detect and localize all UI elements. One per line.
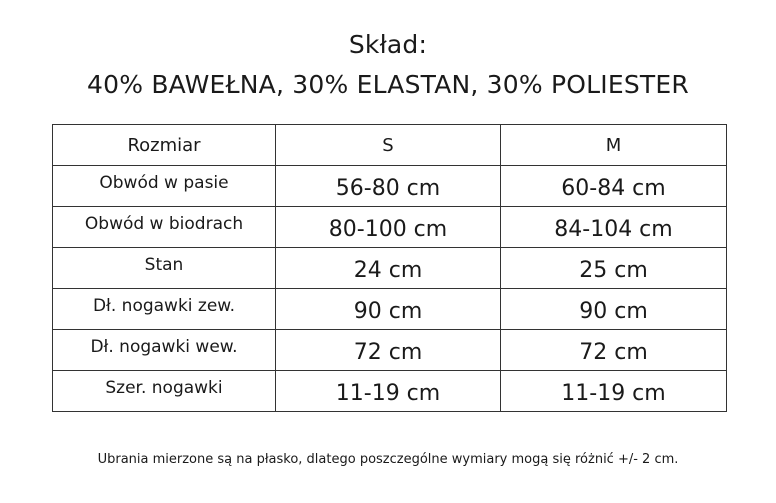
row-label-cell — [53, 330, 276, 371]
value-cell-s — [276, 289, 501, 330]
row-label-cell — [53, 248, 276, 289]
measurement-footnote: Ubrania mierzone są na płasko, dlatego poszczególne wymiary mogą się różnić +/- 2 cm. — [97, 452, 679, 467]
row-label-cell — [53, 166, 276, 207]
row-label: Obwód w pasie — [99, 173, 229, 193]
row-label: Stan — [144, 255, 184, 275]
value-cell-s — [276, 248, 501, 289]
value-m: 25 cm — [579, 257, 648, 283]
header-size-m: M — [501, 125, 727, 166]
header-size-label: Rozmiar — [53, 125, 276, 166]
composition-text: 40% BAWEŁNA, 30% ELASTAN, 30% POLIESTER — [87, 70, 689, 99]
value-cell-m — [501, 371, 727, 412]
row-label-cell — [53, 371, 276, 412]
row-label: Dł. nogawki wew. — [90, 337, 238, 357]
row-label: Dł. nogawki zew. — [92, 296, 236, 316]
size-table — [52, 124, 727, 412]
value-cell-m — [501, 166, 727, 207]
table-row — [53, 371, 727, 412]
value-cell-s — [276, 166, 501, 207]
value-s: 90 cm — [353, 298, 423, 324]
value-cell-m — [501, 248, 727, 289]
table-row — [53, 248, 727, 289]
value-cell-m — [501, 289, 727, 330]
value-s: 80-100 cm — [328, 216, 448, 242]
value-s: 56-80 cm — [335, 175, 441, 201]
table-row — [53, 289, 727, 330]
value-cell-s — [276, 330, 501, 371]
table-row — [53, 207, 727, 248]
value-cell-s — [276, 207, 501, 248]
value-cell-s — [276, 371, 501, 412]
value-cell-m — [501, 330, 727, 371]
value-cell-m — [501, 207, 727, 248]
value-s: 24 cm — [353, 257, 423, 283]
header-size-s: S — [276, 125, 501, 166]
row-label: Obwód w biodrach — [84, 214, 244, 234]
row-label: Szer. nogawki — [105, 378, 223, 398]
composition-heading: Skład: — [348, 30, 428, 59]
row-label-cell — [53, 207, 276, 248]
value-m: 84-104 cm — [554, 216, 673, 242]
value-s: 11-19 cm — [335, 380, 441, 406]
value-m: 60-84 cm — [561, 175, 666, 201]
table-row — [53, 166, 727, 207]
table-header-row — [53, 125, 727, 166]
row-label-cell — [53, 289, 276, 330]
value-m: 72 cm — [579, 339, 648, 365]
value-s: 72 cm — [353, 339, 423, 365]
value-m: 90 cm — [579, 298, 648, 324]
table-row — [53, 330, 727, 371]
value-m: 11-19 cm — [561, 380, 666, 406]
